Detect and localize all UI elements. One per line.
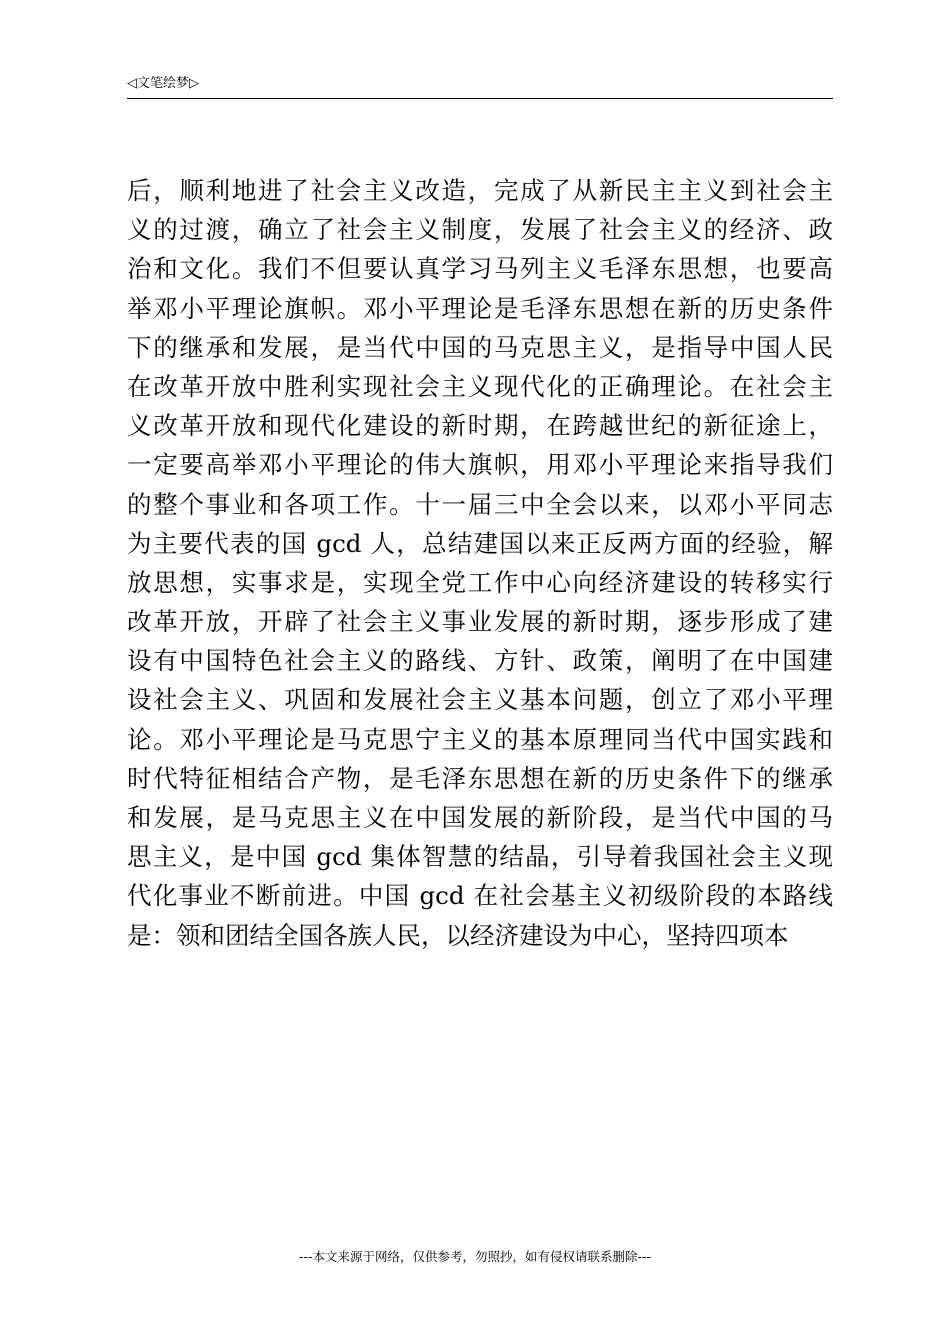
page-footer: ---本文来源于网络，仅供参考，勿照抄，如有侵权请联系删除---: [298, 1249, 652, 1264]
body-line: 代化事业不断前进。中国 gcd 在社会基主义初级阶段的本路线: [127, 881, 833, 911]
body-line: 思主义，是中国 gcd 集体智慧的结晶，引导着我国社会主义现: [127, 842, 833, 872]
body-line: 放思想，实事求是，实现全党工作中心向经济建设的转移实行: [127, 567, 833, 597]
body-line: 和发展，是马克思主义在中国发展的新阶段，是当代中国的马: [127, 803, 833, 832]
body-line: 是：领和团结全国各族人民，以经济建设为中心，坚持四项本: [127, 920, 789, 950]
body-line: 设有中国特色社会主义的路线、方针、政策，阐明了在中国建: [127, 646, 833, 676]
body-line: 的整个事业和各项工作。十一届三中全会以来，以邓小平同志: [127, 489, 833, 519]
body-line: 下的继承和发展，是当代中国的马克思主义，是指导中国人民: [127, 332, 833, 362]
body-line: 改革开放，开辟了社会主义事业发展的新时期，逐步形成了建: [127, 607, 833, 637]
body-line: 举邓小平理论旗帜。邓小平理论是毛泽东思想在新的历史条件: [127, 293, 833, 323]
document-body: [127, 171, 833, 955]
body-line: 治和文化。我们不但要认真学习马列主义毛泽东思想，也要高: [127, 254, 833, 284]
body-line: 在改革开放中胜利实现社会主义现代化的正确理论。在社会主: [127, 371, 833, 401]
body-line: 为主要代表的国 gcd 人，总结建国以来正反两方面的经验，解: [127, 528, 833, 558]
body-line: 义改革开放和现代化建设的新时期，在跨越世纪的新征途上，: [127, 411, 833, 441]
body-line: 论。邓小平理论是马克思宁主义的基本原理同当代中国实践和: [127, 724, 833, 754]
body-line: 一定要高举邓小平理论的伟大旗帜，用邓小平理论来指导我们: [127, 450, 833, 480]
body-line: 义的过渡，确立了社会主义制度，发展了社会主义的经济、政: [127, 215, 833, 245]
body-line: 时代特征相结合产物，是毛泽东思想在新的历史条件下的继承: [127, 763, 833, 793]
body-line: 设社会主义、巩固和发展社会主义基本问题，创立了邓小平理: [127, 685, 833, 715]
page-header: [127, 74, 833, 99]
header-title: ◁文笔绘梦▷: [127, 76, 199, 91]
body-line: 后，顺利地进了社会主义改造，完成了从新民主主义到社会主: [127, 176, 833, 205]
